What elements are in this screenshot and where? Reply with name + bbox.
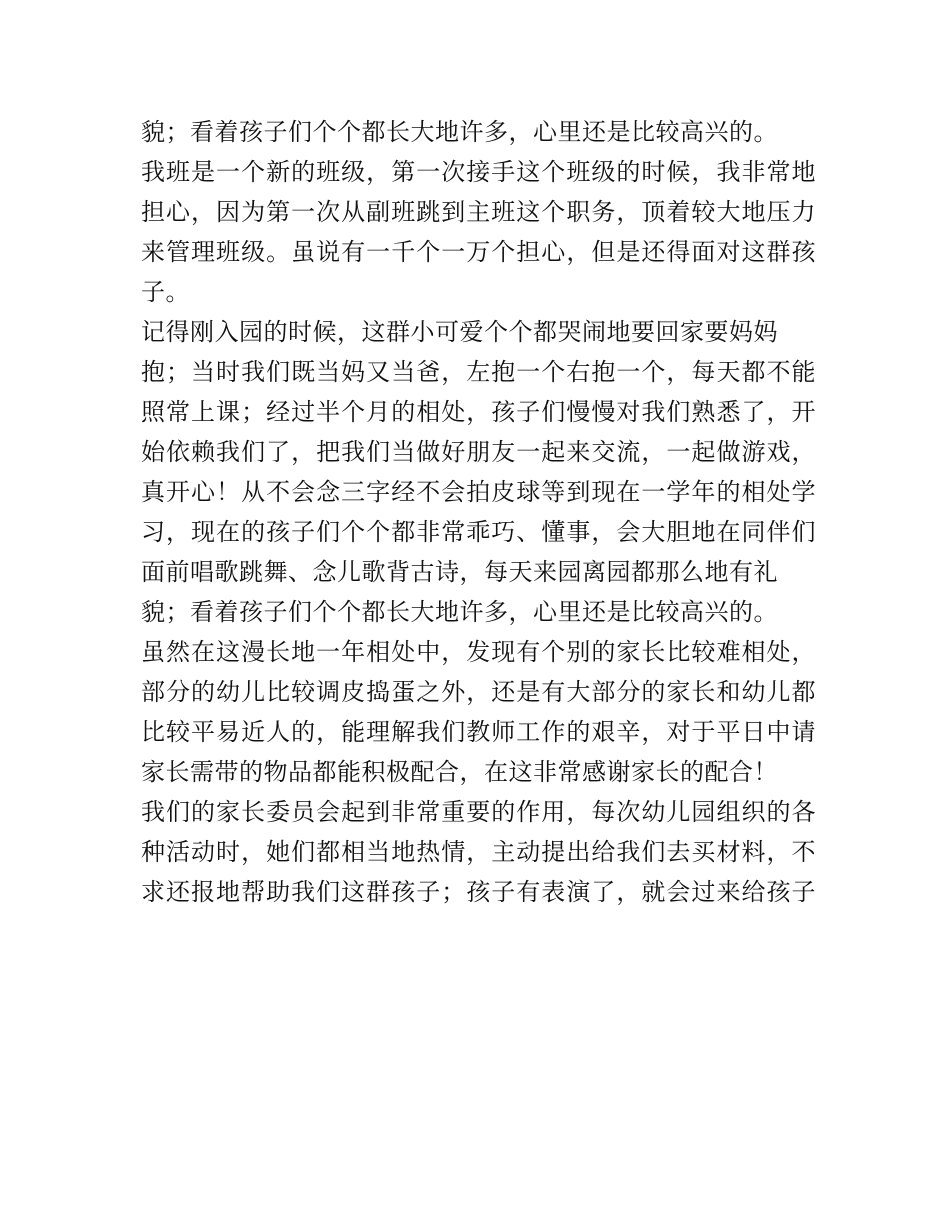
- text-line: 抱；当时我们既当妈又当爸，左抱一个右抱一个，每天都不能: [141, 358, 816, 386]
- text-line: 担心，因为第一次从副班跳到主班这个职务，顶着较大地压力: [141, 198, 816, 226]
- text-line: 部分的幼儿比较调皮捣蛋之外，还是有大部分的家长和幼儿都: [141, 678, 816, 706]
- text-line: 种活动时，她们都相当地热情，主动提出给我们去买材料，不: [141, 838, 816, 866]
- text-line: 照常上课；经过半个月的相处，孩子们慢慢对我们熟悉了，开: [141, 398, 816, 426]
- text-line: 比较平易近人的，能理解我们教师工作的艰辛，对于平日中请: [141, 718, 816, 746]
- text-line: 来管理班级。虽说有一千个一万个担心，但是还得面对这群孩: [141, 238, 816, 266]
- text-line: 求还报地帮助我们这群孩子；孩子有表演了，就会过来给孩子: [141, 878, 816, 906]
- text-line: 习，现在的孩子们个个都非常乖巧、懂事，会大胆地在同伴们: [141, 518, 816, 546]
- text-line: 真开心！从不会念三字经不会拍皮球等到现在一学年的相处学: [141, 478, 816, 506]
- text-line: 貌；看着孩子们个个都长大地许多，心里还是比较高兴的。: [141, 118, 778, 146]
- text-line: 面前唱歌跳舞、念儿歌背古诗，每天来园离园都那么地有礼: [141, 558, 778, 586]
- text-line: 我们的家长委员会起到非常重要的作用，每次幼儿园组织的各: [141, 798, 816, 826]
- document-body: [141, 112, 816, 912]
- text-line: 我班是一个新的班级，第一次接手这个班级的时候，我非常地: [141, 158, 816, 186]
- text-line: 子。: [141, 278, 190, 306]
- text-line: 貌；看着孩子们个个都长大地许多，心里还是比较高兴的。: [141, 598, 778, 626]
- text-line: 虽然在这漫长地一年相处中，发现有个别的家长比较难相处，: [141, 638, 816, 666]
- text-line: 始依赖我们了，把我们当做好朋友一起来交流，一起做游戏，: [141, 438, 816, 466]
- text-line: 家长需带的物品都能积极配合，在这非常感谢家长的配合！: [141, 758, 778, 786]
- text-line: 记得刚入园的时候，这群小可爱个个都哭闹地要回家要妈妈: [141, 318, 778, 346]
